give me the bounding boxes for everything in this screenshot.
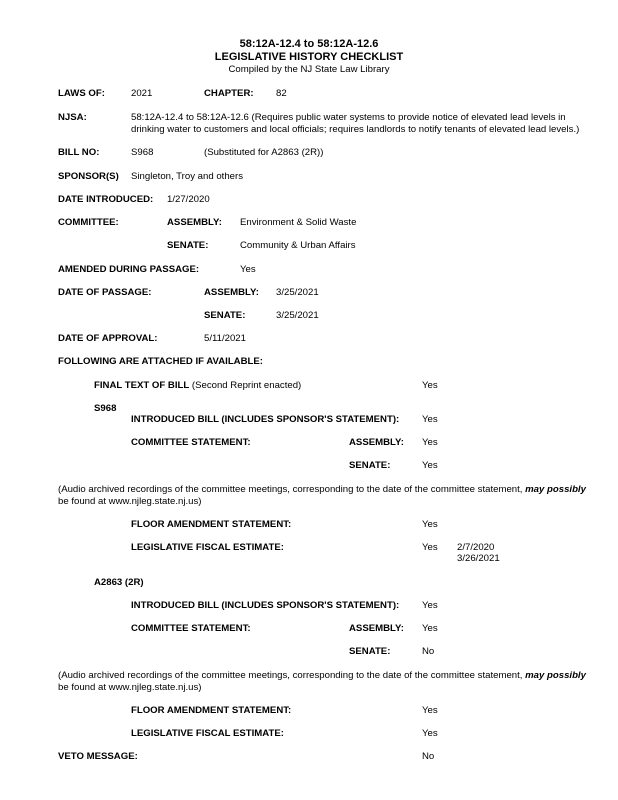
final-text-value: Yes [422, 380, 438, 391]
a2863-floor-value: Yes [422, 705, 438, 716]
laws-of-value: 2021 [131, 88, 153, 99]
committee-label: COMMITTEE: [58, 217, 119, 228]
date-introduced-value: 1/27/2020 [167, 194, 210, 205]
audio-note-2-line-2: be found at www.njleg.state.nj.us) [58, 682, 202, 693]
audio-note-text: (Audio archived recordings of the committee meetings, corresponding to the date of the committee statement, [58, 484, 526, 495]
s968-committee-label: COMMITTEE STATEMENT: [131, 437, 251, 448]
bill-no-label: BILL NO: [58, 147, 100, 158]
audio-note-emphasis: may possibly [525, 670, 586, 681]
passage-assembly-value: 3/25/2021 [276, 287, 319, 298]
a2863-fiscal-value: Yes [422, 728, 438, 739]
compiled-by: Compiled by the NJ State Law Library [228, 64, 390, 75]
chapter-value: 82 [276, 88, 287, 99]
date-of-approval-label: DATE OF APPROVAL: [58, 333, 158, 344]
committee-assembly-label: ASSEMBLY: [167, 217, 222, 228]
a2863-assembly-value: Yes [422, 623, 438, 634]
audio-note-1-line-1 [58, 484, 586, 496]
audio-note-text: (Audio archived recordings of the committee meetings, corresponding to the date of the committee statement, [58, 670, 526, 681]
committee-assembly-value: Environment & Solid Waste [240, 217, 357, 228]
sponsors-label: SPONSOR(S) [58, 171, 119, 182]
committee-senate-value: Community & Urban Affairs [240, 240, 356, 251]
s968-assembly-label: ASSEMBLY: [349, 437, 404, 448]
s968-senate-label: SENATE: [349, 460, 391, 471]
passage-assembly-label: ASSEMBLY: [204, 287, 259, 298]
passage-senate-label: SENATE: [204, 310, 246, 321]
s968-floor-label: FLOOR AMENDMENT STATEMENT: [131, 519, 292, 530]
njsa-line-1: 58:12A-12.4 to 58:12A-12.6 (Requires public water systems to provide notice of elevated lead levels in [131, 112, 566, 123]
laws-of-label: LAWS OF: [58, 88, 105, 99]
sponsors-value: Singleton, Troy and others [131, 171, 243, 182]
committee-senate-label: SENATE: [167, 240, 209, 251]
attached-heading: FOLLOWING ARE ATTACHED IF AVAILABLE: [58, 356, 263, 367]
s968-floor-value: Yes [422, 519, 438, 530]
a2863-heading: A2863 (2R) [94, 577, 144, 588]
final-text-row [94, 380, 301, 392]
s968-senate-value: Yes [422, 460, 438, 471]
a2863-senate-value: No [422, 646, 435, 657]
document-title: 58:12A-12.4 to 58:12A-12.6 [239, 38, 379, 50]
veto-message-value: No [422, 751, 435, 762]
document-subtitle: LEGISLATIVE HISTORY CHECKLIST [214, 51, 404, 63]
veto-message-label: VETO MESSAGE: [58, 751, 138, 762]
s968-fiscal-label: LEGISLATIVE FISCAL ESTIMATE: [131, 542, 284, 553]
njsa-label: NJSA: [58, 112, 87, 123]
passage-senate-value: 3/25/2021 [276, 310, 319, 321]
bill-no-note: (Substituted for A2863 (2R)) [204, 147, 324, 158]
audio-note-emphasis: may possibly [525, 484, 586, 495]
date-introduced-label: DATE INTRODUCED: [58, 194, 154, 205]
date-of-approval-value: 5/11/2021 [204, 333, 246, 344]
s968-assembly-value: Yes [422, 437, 438, 448]
s968-introduced-value: Yes [422, 414, 438, 425]
a2863-floor-label: FLOOR AMENDMENT STATEMENT: [131, 705, 292, 716]
final-text-note: (Second Reprint enacted) [191, 380, 302, 391]
a2863-fiscal-label: LEGISLATIVE FISCAL ESTIMATE: [131, 728, 284, 739]
audio-note-1-line-2: be found at www.njleg.state.nj.us) [58, 496, 202, 507]
s968-fiscal-date-2: 3/26/2021 [457, 553, 500, 564]
s968-heading: S968 [94, 403, 117, 414]
a2863-senate-label: SENATE: [349, 646, 391, 657]
njsa-line-2: drinking water to customers and local officials; requires landlords to notify tenants of elevated lead levels.) [131, 124, 580, 135]
s968-fiscal-value: Yes [422, 542, 438, 553]
a2863-introduced-label: INTRODUCED BILL (INCLUDES SPONSOR'S STATEMENT): [131, 600, 400, 611]
s968-introduced-label: INTRODUCED BILL (INCLUDES SPONSOR'S STATEMENT): [131, 414, 400, 425]
date-of-passage-label: DATE OF PASSAGE: [58, 287, 152, 298]
amended-label: AMENDED DURING PASSAGE: [58, 264, 200, 275]
chapter-label: CHAPTER: [204, 88, 254, 99]
s968-fiscal-date-1: 2/7/2020 [457, 542, 495, 553]
final-text-label: FINAL TEXT OF BILL [94, 380, 190, 391]
bill-no-value: S968 [131, 147, 154, 158]
a2863-introduced-value: Yes [422, 600, 438, 611]
a2863-assembly-label: ASSEMBLY: [349, 623, 404, 634]
a2863-committee-label: COMMITTEE STATEMENT: [131, 623, 251, 634]
amended-value: Yes [240, 264, 256, 275]
audio-note-2-line-1 [58, 670, 586, 682]
